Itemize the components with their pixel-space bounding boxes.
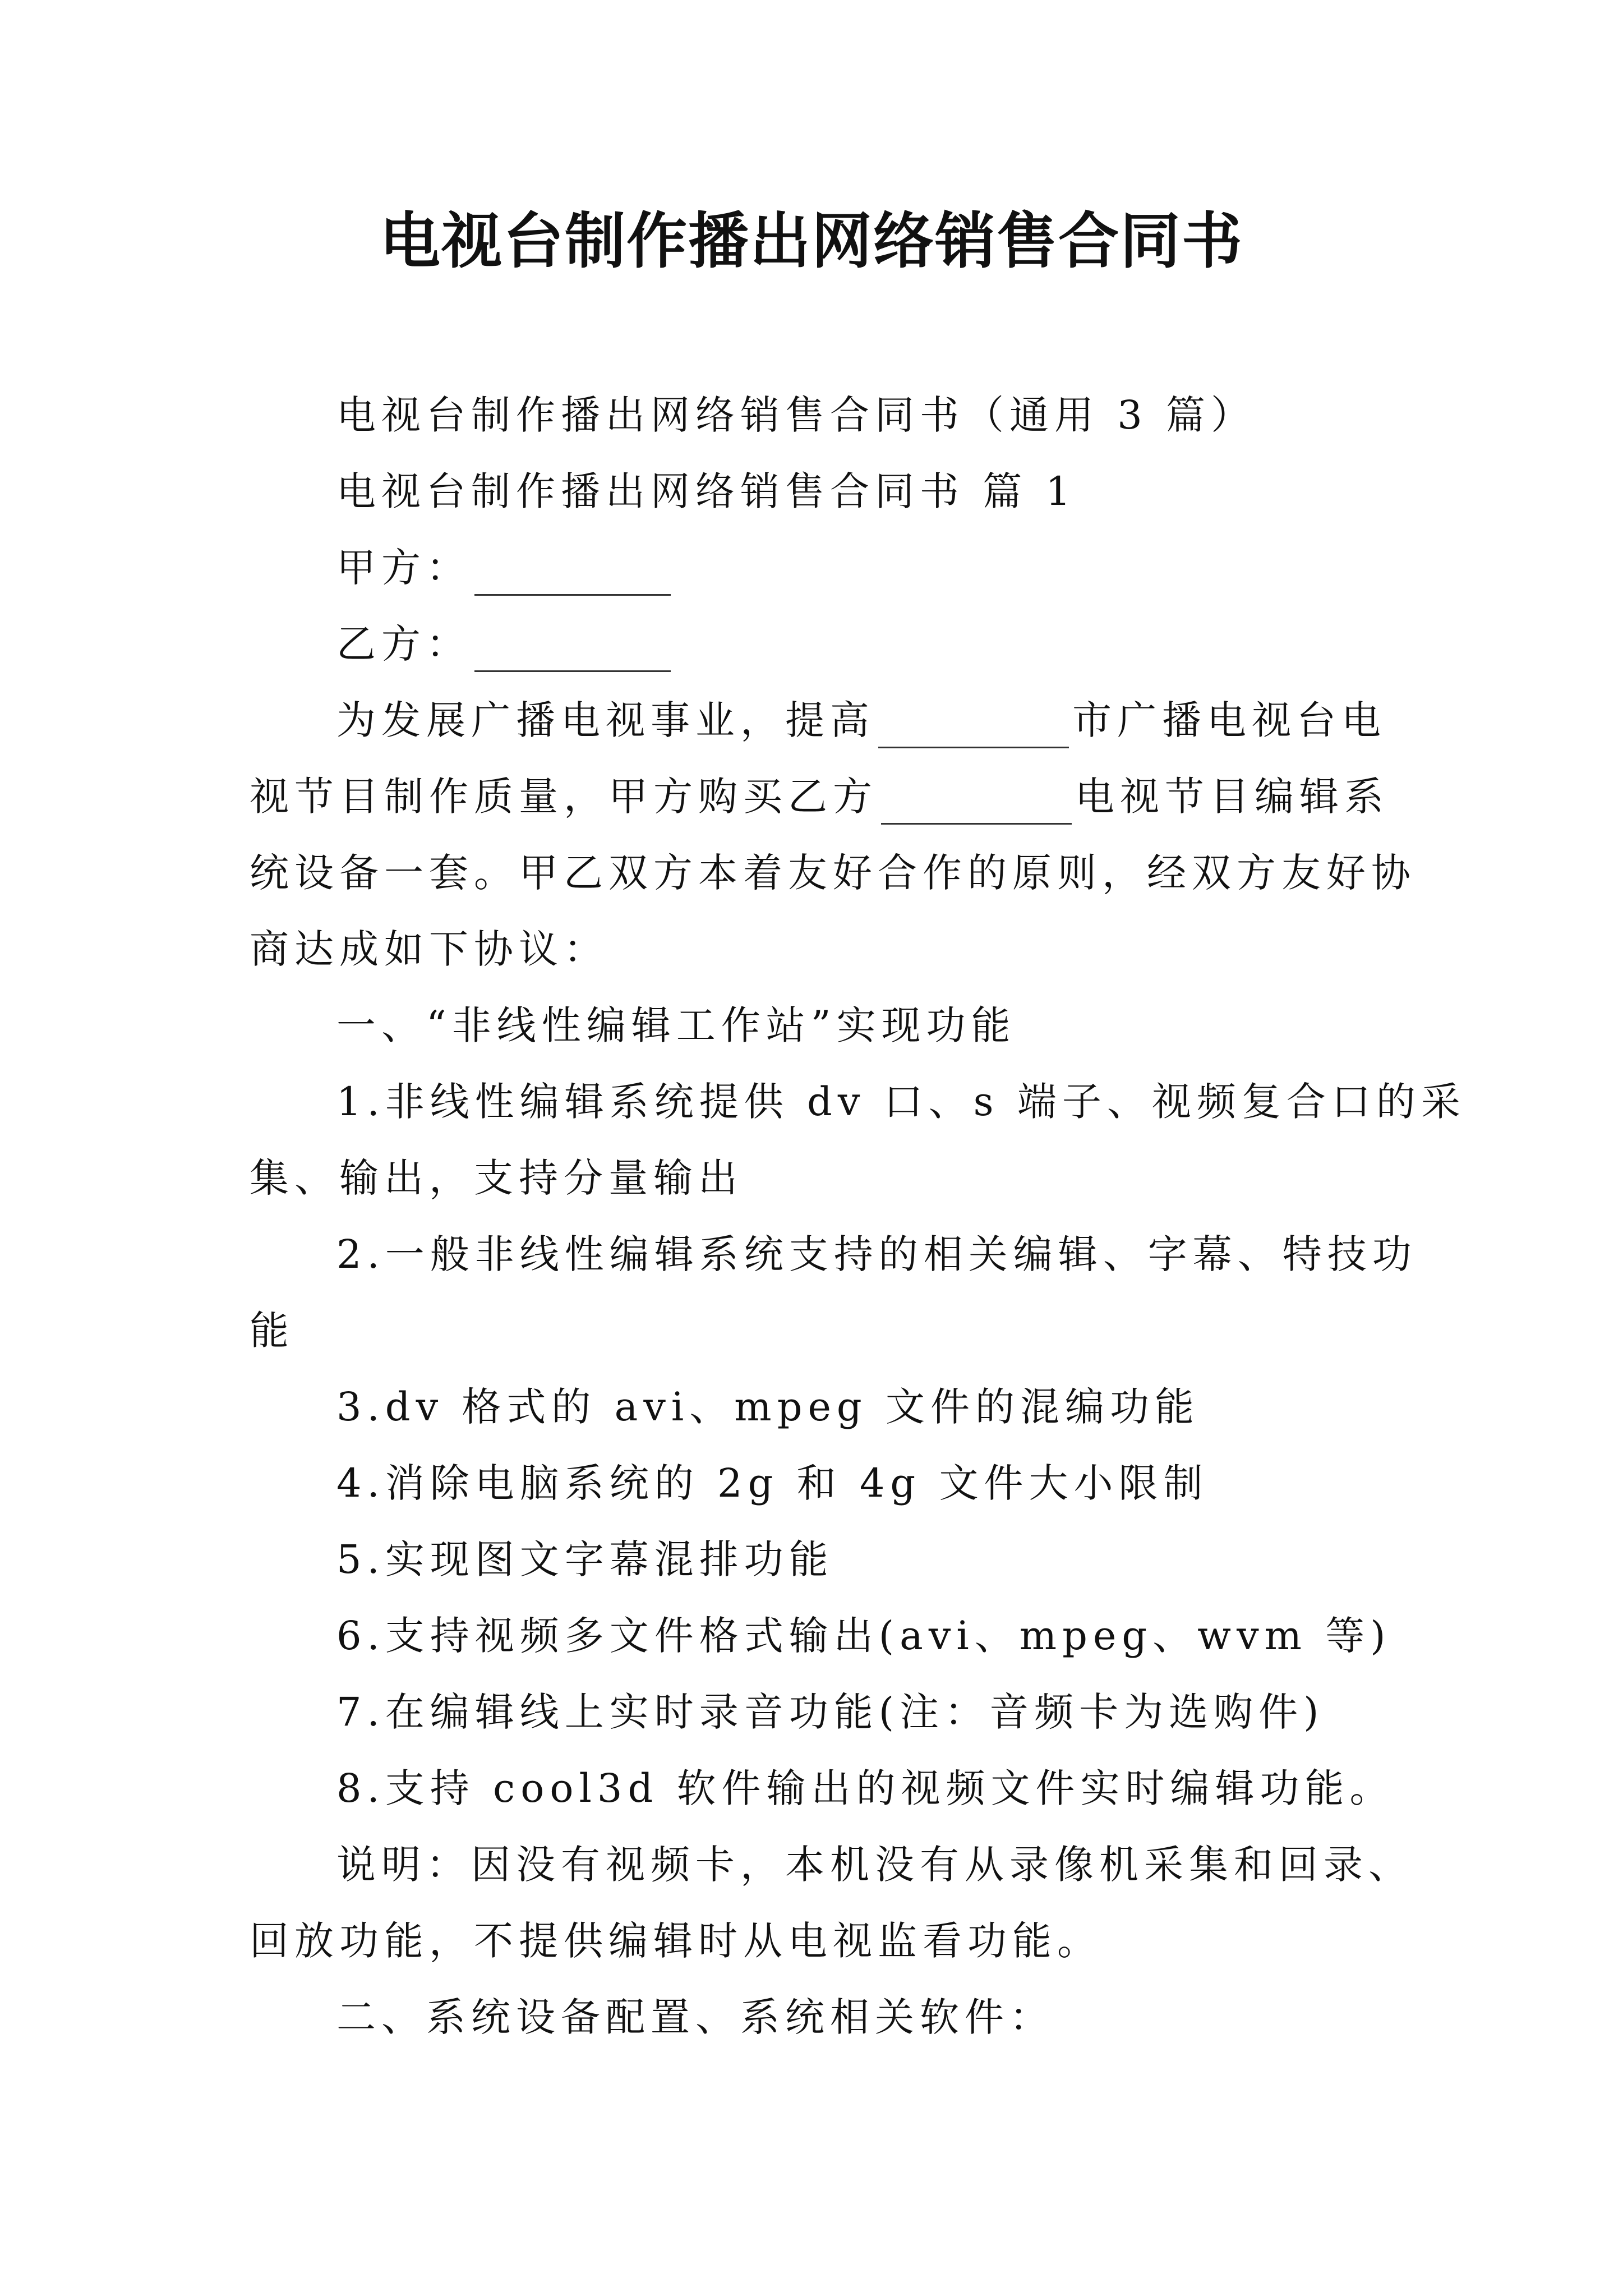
heading-general: 电视台制作播出网络销售合同书（通用 3 篇） — [336, 392, 1256, 438]
item-1-line-2: 集、输出，支持分量输出 — [250, 1155, 743, 1201]
item-1-line-1: 1.非线性编辑系统提供 dv 口、s 端子、视频复合口的采 — [336, 1079, 1466, 1125]
item-4: 4.消除电脑系统的 2g 和 4g 文件大小限制 — [336, 1460, 1209, 1506]
section1-title: 一、“非线性编辑工作站”实现功能 — [336, 1002, 1016, 1048]
section2-title: 二、系统设备配置、系统相关软件： — [336, 1994, 1054, 2040]
party-b-label: 乙方： — [336, 621, 471, 667]
intro-text: 为发展广播电视事业，提高 — [336, 697, 875, 743]
intro-line-3: 统设备一套。甲乙双方本着友好合作的原则，经双方友好协 — [250, 850, 1416, 896]
item-2-line-2: 能 — [250, 1308, 294, 1354]
intro-text: 市广播电视台电 — [1072, 697, 1386, 743]
item-7: 7.在编辑线上实时录音功能(注：音频卡为选购件) — [336, 1689, 1325, 1735]
city-blank — [878, 706, 1069, 748]
heading-part1: 电视台制作播出网络销售合同书 篇 1 — [336, 468, 1077, 514]
note-line-1: 说明：因没有视频卡，本机没有从录像机采集和回录、 — [336, 1842, 1413, 1888]
item-8: 8.支持 cool3d 软件输出的视频文件实时编辑功能。 — [336, 1765, 1395, 1811]
item-3: 3.dv 格式的 avi、mpeg 文件的混编功能 — [336, 1384, 1200, 1430]
note-line-2: 回放功能，不提供编辑时从电视监看功能。 — [250, 1918, 1102, 1964]
party-a-blank — [474, 554, 671, 596]
item-5: 5.实现图文字幕混排功能 — [336, 1536, 834, 1582]
intro-line-2 — [250, 769, 1389, 825]
document-title: 电视台制作播出网络销售合同书 — [379, 206, 1243, 277]
party-a-line — [336, 540, 674, 596]
intro-line-1 — [336, 692, 1386, 748]
intro-text: 电视节目编辑系 — [1075, 774, 1389, 820]
item-6: 6.支持视频多文件格式输出(avi、mpeg、wvm 等) — [336, 1613, 1391, 1659]
party-b-blank — [474, 630, 671, 672]
vendor-blank — [881, 783, 1072, 825]
party-b-line — [336, 616, 674, 672]
intro-text: 视节目制作质量，甲方购买乙方 — [250, 774, 878, 820]
party-a-label: 甲方： — [336, 545, 471, 591]
item-2-line-1: 2.一般非线性编辑系统支持的相关编辑、字幕、特技功 — [336, 1231, 1417, 1277]
intro-line-4: 商达成如下协议： — [250, 926, 608, 972]
